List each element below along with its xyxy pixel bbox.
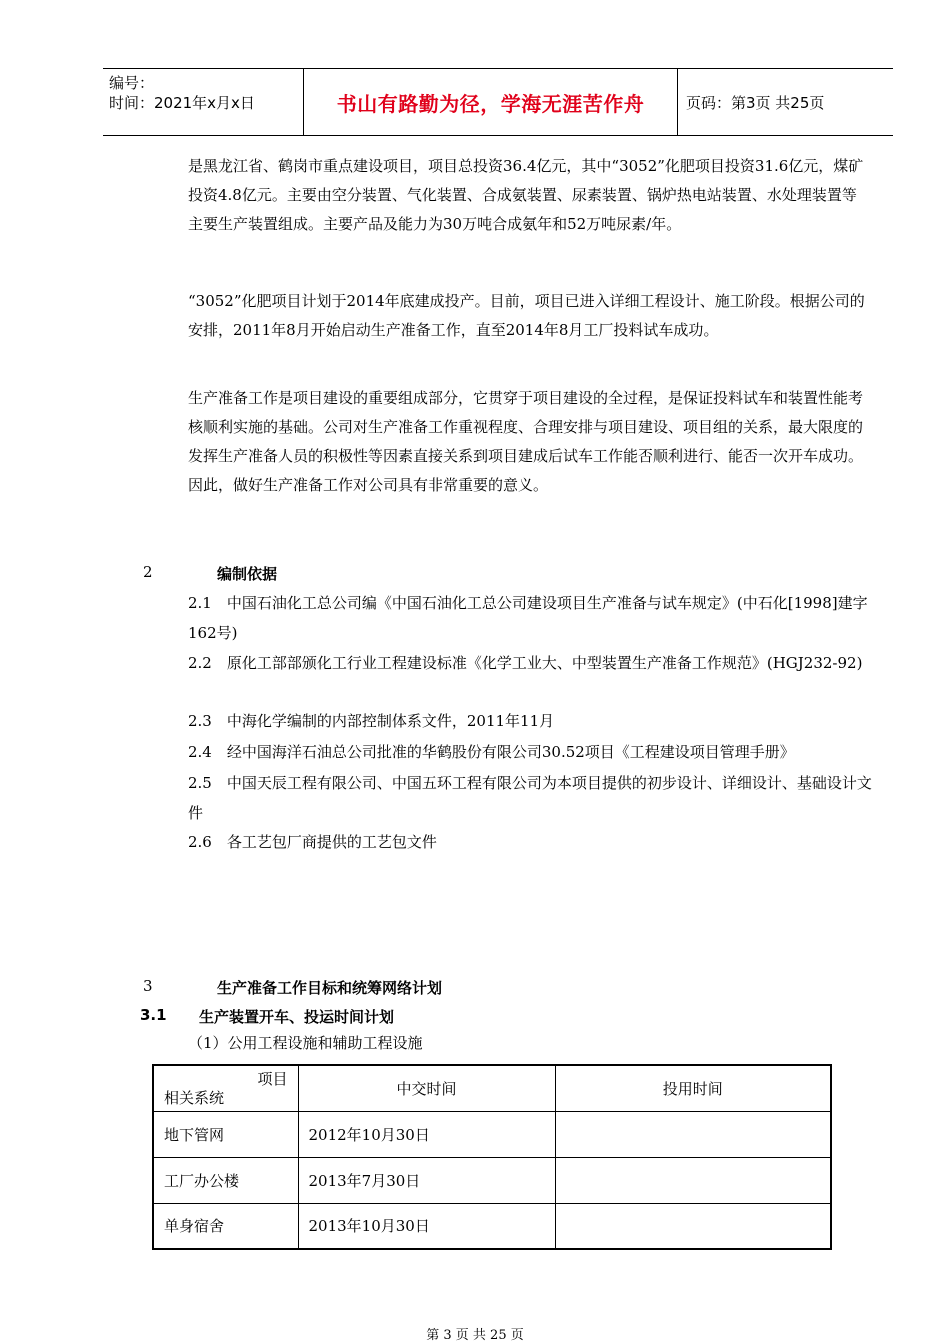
- cell-system: 单身宿舍: [153, 1203, 298, 1249]
- cell-use: [555, 1157, 831, 1203]
- diagonal-header-cell: [153, 1065, 298, 1111]
- section-3-1-title: 生产装置开车、投运时间计划: [199, 1008, 395, 1026]
- code-label: 编号：: [109, 74, 155, 92]
- cell-handover: 2012年10月30日: [298, 1111, 555, 1157]
- ref-item-3: 2.3 中海化学编制的内部控制体系文件，2011年11月: [188, 712, 555, 730]
- header-left: [103, 69, 303, 135]
- paragraph-1: 是黑龙江省、鹤岗市重点建设项目，项目总投资36.4亿元，其中“3052”化肥项目投资31.6亿元，煤矿投资4.8亿元。主要由空分装置、气化装置、合成氨装置、尿素装置、锅炉热电站装置、水处理装置等主要生产装置组成。主要产品及能力为30万吨合成氨年和52万吨尿素/年。: [188, 157, 864, 233]
- header-handover: 中交时间: [298, 1065, 555, 1111]
- header-in-use: 投用时间: [555, 1065, 831, 1111]
- page-info-text: 页码：第3页 共25页: [686, 93, 825, 112]
- page-header: [103, 68, 893, 136]
- paragraph-2: “3052”化肥项目计划于2014年底建成投产。目前，项目已进入详细工程设计、施工阶段。根据公司的安排，2011年8月开始启动生产准备工作，直至2014年8月工厂投料试车成功。: [188, 292, 865, 339]
- ref-item-2: 2.2 原化工部部颁化工行业工程建设标准《化学工业大、中型装置生产准备工作规范》(HGJ232-92): [188, 654, 863, 672]
- header-item-label: 项目: [257, 1070, 288, 1089]
- page-footer: 第 3 页 共 25 页: [426, 1328, 524, 1343]
- section-3-1-number: 3.1: [140, 1006, 167, 1024]
- ref-item-5: 2.5 中国天辰工程有限公司、中国五环工程有限公司为本项目提供的初步设计、详细设计、基础设计文件: [188, 774, 872, 822]
- schedule-table: [152, 1064, 832, 1250]
- section-3-title: 生产准备工作目标和统筹网络计划: [217, 979, 443, 997]
- section-2-title: 编制依据: [217, 565, 278, 583]
- ref-item-6: 2.6 各工艺包厂商提供的工艺包文件: [188, 833, 437, 851]
- header-page-info: [678, 69, 893, 135]
- table-row: [153, 1203, 831, 1249]
- date-line: 时间：2021年x月x日: [109, 94, 255, 112]
- cell-handover: 2013年7月30日: [298, 1157, 555, 1203]
- cell-use: [555, 1203, 831, 1249]
- ref-item-1: 2.1 中国石油化工总公司编《中国石油化工总公司建设项目生产准备与试车规定》(中石化[1998]建字162号): [188, 594, 868, 642]
- table-row: [153, 1157, 831, 1203]
- header-motto: 书山有路勤为径，学海无涯苦作舟: [336, 91, 645, 116]
- cell-system: 地下管网: [153, 1111, 298, 1157]
- header-system-label: 相关系统: [164, 1089, 225, 1108]
- cell-system: 工厂办公楼: [153, 1157, 298, 1203]
- table-header-row: [153, 1065, 831, 1111]
- cell-use: [555, 1111, 831, 1157]
- header-motto-cell: [303, 69, 678, 135]
- section-2-number: 2: [143, 563, 153, 581]
- table-row: [153, 1111, 831, 1157]
- cell-handover: 2013年10月30日: [298, 1203, 555, 1249]
- subsection-label: （1）公用工程设施和辅助工程设施: [188, 1034, 423, 1052]
- section-3-number: 3: [143, 977, 153, 995]
- paragraph-3: 生产准备工作是项目建设的重要组成部分，它贯穿于项目建设的全过程，是保证投料试车和装置性能考核顺利实施的基础。公司对生产准备工作重视程度、合理安排与项目建设、项目组的关系，最大限度的发挥生产准备人员的积极性等因素直接关系到项目建成后试车工作能否顺利进行、能否一次开车成功。因此，做好生产准备工作对公司具有非常重要的意义。: [188, 389, 864, 494]
- ref-item-4: 2.4 经中国海洋石油总公司批准的华鹤股份有限公司30.52项目《工程建设项目管理手册》: [188, 743, 795, 761]
